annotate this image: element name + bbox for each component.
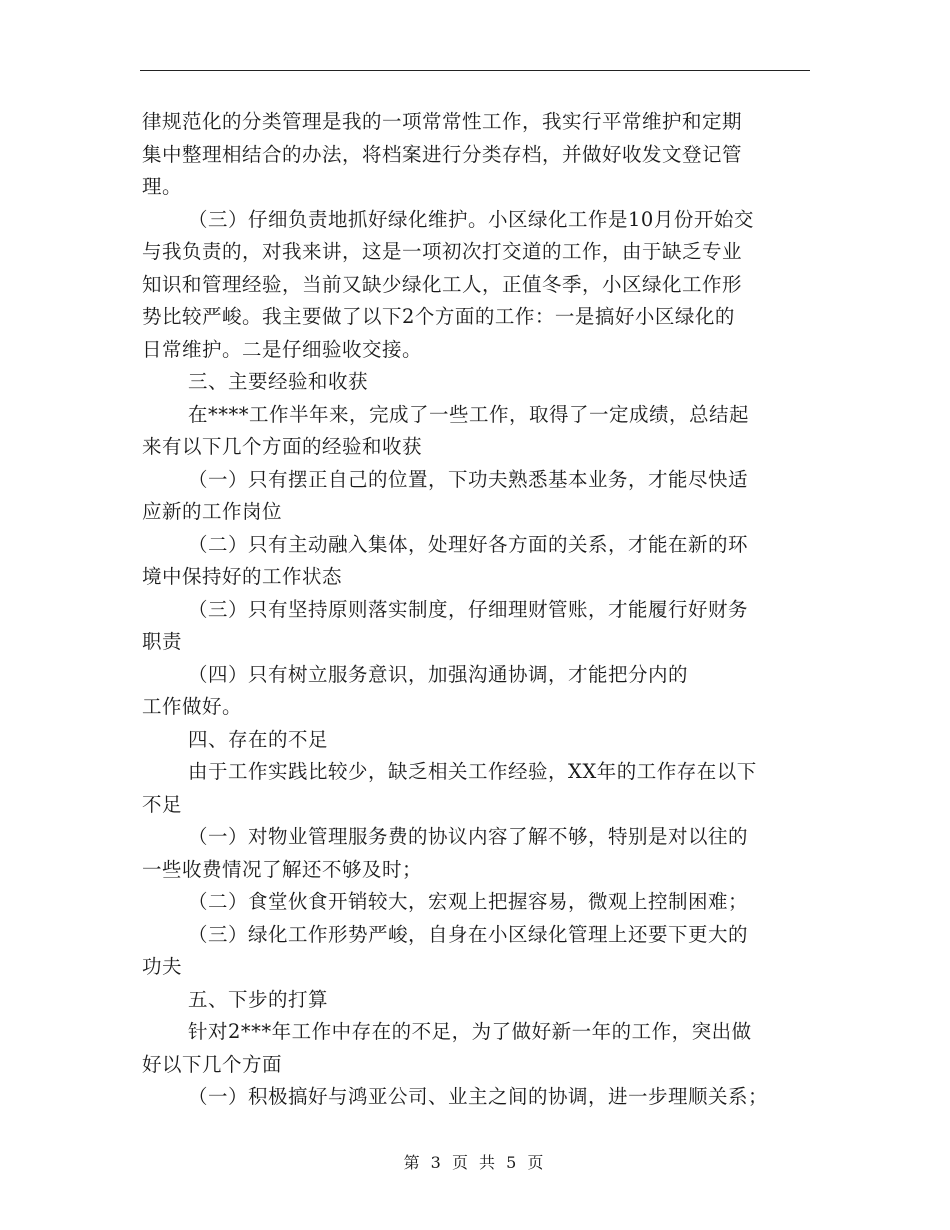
text-line: （一）对物业管理服务费的协议内容了解不够，特别是对以往的 <box>188 825 749 848</box>
text-line: （三）仔细负责地抓好绿化维护。小区绿化工作是10月份开始交 <box>188 207 754 231</box>
text-line: 应新的工作岗位 <box>142 500 283 523</box>
text-line: （一）积极搞好与鸿亚公司、业主之间的协调，进一步理顺关系； <box>188 1085 769 1108</box>
text-line: （二）只有主动融入集体，处理好各方面的关系，才能在新的环 <box>188 532 749 556</box>
text-line: 工作做好。 <box>142 695 243 718</box>
page-footer: 第 3 页 共 5 页 <box>403 1153 547 1172</box>
text-line: 一些收费情况了解还不够及时； <box>142 857 423 881</box>
text-line: （三）绿化工作形势严峻，自身在小区绿化管理上还要下更大的 <box>188 922 749 946</box>
text-line: （二）食堂伙食开销较大，宏观上把握容易，微观上控制困难； <box>188 890 749 913</box>
text-line: 由于工作实践比较少，缺乏相关工作经验，XX年的工作存在以下 <box>188 760 757 783</box>
text-line: （一）只有摆正自己的位置，下功夫熟悉基本业务，才能尽快适 <box>188 467 749 491</box>
text-line: 针对2***年工作中存在的不足，为了做好新一年的工作，突出做 <box>188 1020 752 1043</box>
text-line: 日常维护。二是仔细验收交接。 <box>142 337 423 361</box>
text-line: 境中保持好的工作状态 <box>142 565 343 588</box>
text-line: 好以下几个方面 <box>142 1052 283 1076</box>
text-line: 不足 <box>142 792 183 816</box>
document-body <box>142 106 812 1114</box>
text-line: 职责 <box>142 630 183 653</box>
text-line: 五、下步的打算 <box>188 987 329 1011</box>
text-line: 知识和管理经验，当前又缺少绿化工人，正值冬季，小区绿化工作形 <box>142 272 743 296</box>
text-line: 理。 <box>142 175 183 198</box>
text-line: 与我负责的，对我来讲，这是一项初次打交道的工作，由于缺乏专业 <box>142 240 743 263</box>
text-line: 势比较严峻。我主要做了以下2个方面的工作：一是搞好小区绿化的 <box>142 305 735 328</box>
header-rule <box>140 70 810 71</box>
text-line: 三、主要经验和收获 <box>188 370 369 393</box>
text-line: （四）只有树立服务意识，加强沟通协调，才能把分内的 <box>188 662 689 686</box>
text-line: 功夫 <box>142 955 183 978</box>
text-line: 律规范化的分类管理是我的一项常常性工作，我实行平常维护和定期 <box>142 110 743 133</box>
text-line: （三）只有坚持原则落实制度，仔细理财管账，才能履行好财务 <box>188 597 749 621</box>
text-line: 集中整理相结合的办法，将档案进行分类存档，并做好收发文登记管 <box>142 142 743 166</box>
text-line: 来有以下几个方面的经验和收获 <box>142 435 423 458</box>
text-line: 四、存在的不足 <box>188 727 329 751</box>
text-line: 在****工作半年来，完成了一些工作，取得了一定成绩，总结起 <box>188 402 750 426</box>
